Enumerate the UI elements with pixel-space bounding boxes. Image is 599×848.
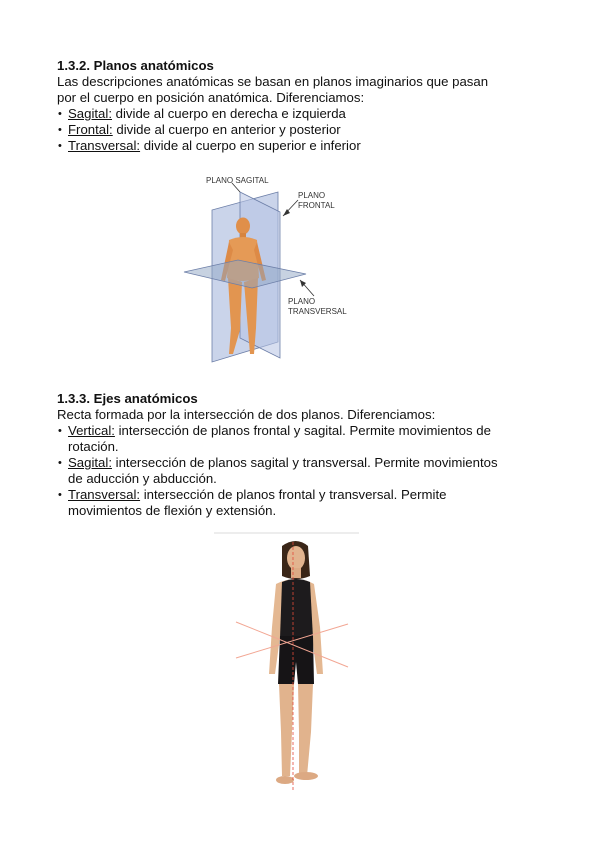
list-term: Sagital: — [68, 106, 112, 121]
list-item — [57, 122, 547, 138]
list-desc-cont: de aducción y abducción. — [68, 471, 217, 486]
label-plano-frontal: FRONTAL — [298, 201, 335, 210]
list-item — [57, 106, 547, 122]
axes-illustration — [214, 532, 374, 794]
list-desc: divide al cuerpo en superior e inferior — [140, 138, 361, 153]
intro-line: Recta formada por la intersección de dos planos. Diferenciamos: — [57, 407, 436, 422]
label-plano-transversal: PLANO — [288, 297, 316, 306]
section-heading: 1.3.3. Ejes anatómicos — [57, 391, 198, 406]
list-term: Sagital: — [68, 455, 112, 470]
list-term: Transversal: — [68, 138, 141, 153]
list-desc: intersección de planos sagital y transversal. Permite movimientos — [112, 455, 498, 470]
list-term: Vertical: — [68, 423, 115, 438]
section-planos — [57, 58, 547, 154]
label-plano-sagital: PLANO SAGITAL — [206, 176, 269, 185]
list-item — [57, 138, 547, 154]
list-term: Transversal: — [68, 487, 141, 502]
axes-figure — [214, 532, 374, 794]
list-desc: divide al cuerpo en anterior y posterior — [112, 122, 341, 137]
axes-list — [57, 423, 547, 519]
list-item — [57, 487, 547, 519]
list-desc-cont: rotación. — [68, 439, 119, 454]
planes-figure — [180, 170, 360, 370]
list-desc: divide al cuerpo en derecha e izquierda — [112, 106, 346, 121]
list-desc: intersección de planos frontal y transversal. Permite — [140, 487, 447, 502]
section-heading: 1.3.2. Planos anatómicos — [57, 58, 214, 73]
list-item — [57, 423, 547, 455]
planes-illustration — [180, 170, 360, 370]
list-item — [57, 455, 547, 487]
section-ejes — [57, 391, 547, 519]
person-photo — [269, 541, 323, 784]
label-plano-frontal: PLANO — [298, 191, 326, 200]
intro-line: por el cuerpo en posición anatómica. Diferenciamos: — [57, 90, 365, 105]
transverse-plane — [184, 260, 306, 288]
planes-list — [57, 106, 547, 154]
list-term: Frontal: — [68, 122, 113, 137]
list-desc-cont: movimientos de flexión y extensión. — [68, 503, 277, 518]
intro-line: Las descripciones anatómicas se basan en planos imaginarios que pasan — [57, 74, 489, 89]
label-plano-transversal: TRANSVERSAL — [288, 307, 347, 316]
list-desc: intersección de planos frontal y sagital. Permite movimientos de — [114, 423, 491, 438]
